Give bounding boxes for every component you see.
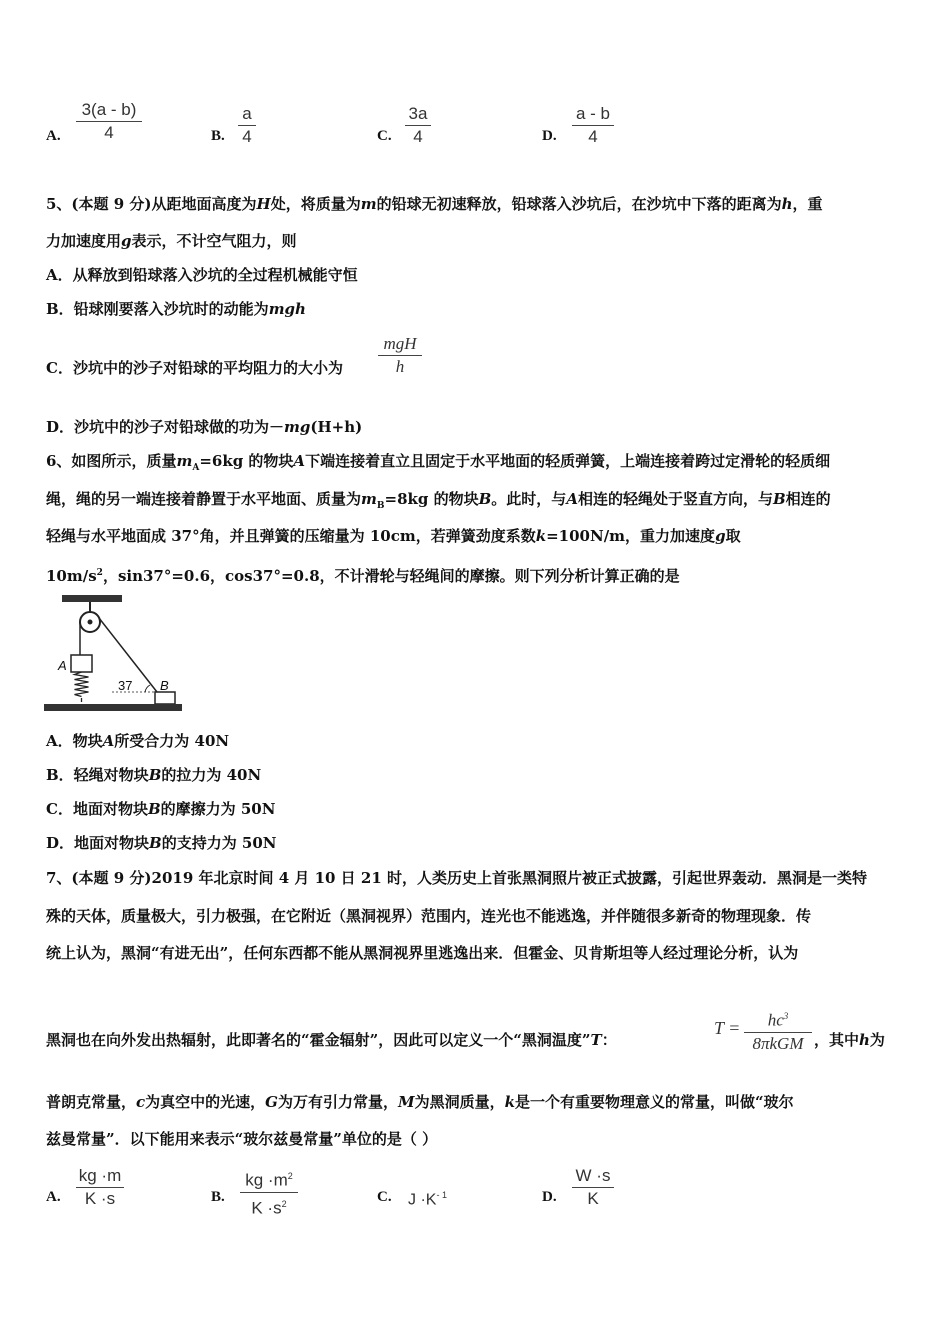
angle-arc <box>145 685 150 692</box>
q7-option-b-fraction: kg $\cdot m^2$ $K \cdot s^2$ <box>240 1166 298 1218</box>
q5-option-b: B．铅球刚要落入沙坑时的动能为mgh <box>46 300 306 318</box>
q6-pulley-spring-figure <box>42 592 186 718</box>
q6-option-d: D．地面对物块B的支持力为 50N <box>46 834 277 852</box>
q4-option-c-denominator: 4 <box>413 127 423 146</box>
ceiling <box>62 595 122 602</box>
block-a <box>71 655 92 672</box>
q7-option-c-unit: $J \cdot K^{- 1}$ <box>408 1190 447 1209</box>
q7-option-a-fraction: kg ·m K ·s <box>76 1166 124 1209</box>
q7-option-d-fraction: W ·s K <box>572 1166 614 1209</box>
q7-stem-line-2: 殊的天体，质量极大，引力极强，在它附近（黑洞视界）范围内，连光也不能逃逸，并伴随很多新奇的物理现象．传 <box>46 907 812 925</box>
spring <box>75 672 89 697</box>
q5-stem-line-2: 力加速度用g表示，不计空气阻力，则 <box>46 232 297 250</box>
block-b-label: B <box>160 678 169 693</box>
q7-stem-line-4-tail: ，其中h为 <box>814 1031 885 1049</box>
q4-option-d-denominator: 4 <box>588 127 598 146</box>
q7-stem-line-5: 普朗克常量，c为真空中的光速，G为万有引力常量，M为黑洞质量，k是一个有重要物理意义的常量，叫做“玻尔 <box>46 1093 794 1111</box>
q4-option-a-numerator: 3(a - b) <box>81 100 137 119</box>
q5-stem-line-1: 5、(本题 9 分)从距地面高度为H处，将质量为m的铅球无初速释放，铅球落入沙坑后，在沙坑中下落的距离为h，重 <box>46 195 823 213</box>
q6-stem-line-2: 绳，绳的另一端连接着静置于水平地面、质量为$m_B=8kg$ 的物块B。此时，与A相连的轻绳处于竖直方向，与B相连的 <box>46 490 831 511</box>
q7-option-b-label: B. <box>211 1189 225 1205</box>
q6-option-c: C．地面对物块B的摩擦力为 50N <box>46 800 276 818</box>
q4-option-b-denominator: 4 <box>242 127 252 146</box>
q7-stem-line-1: 7、(本题 9 分)2019 年北京时间 4 月 10 日 21 时，人类历史上首张黑洞照片被正式披露，引起世界轰动．黑洞是一类特 <box>46 869 868 887</box>
q6-stem-line-4: $10m/s^2$，sin37°=0.6，cos37°=0.8，不计滑轮与轻绳间的摩擦。则下列分析计算正确的是 <box>46 567 680 585</box>
q4-option-b-fraction <box>238 104 256 147</box>
ground <box>44 704 182 711</box>
q6-option-b: B．轻绳对物块B的拉力为 40N <box>46 766 262 784</box>
q7-formula-lhs: T = <box>714 1018 741 1038</box>
q4-option-c-fraction <box>405 104 431 147</box>
q4-option-c-numerator: 3a <box>408 104 428 123</box>
q4-option-a-label: A. <box>46 128 61 144</box>
q7-formula-fraction: $hc^3$ 8πkGM <box>744 1006 812 1054</box>
q5-option-c-fraction: mgH h <box>378 334 422 377</box>
pulley-axle <box>88 620 93 625</box>
block-b <box>155 692 175 704</box>
q7-stem-line-4: 黑洞也在向外发出热辐射，此即著名的“霍金辐射”，因此可以定义一个“黑洞温度”T： <box>46 1031 617 1049</box>
q6-stem-line-1: 6、如图所示，质量$m_A=6kg$ 的物块A下端连接着直立且固定于水平地面的轻质弹簧，上端连接着跨过定滑轮的轻质细 <box>46 452 831 473</box>
q4-option-b-label: B. <box>211 128 225 144</box>
angle-label: 37 <box>118 678 133 693</box>
q7-option-d-label: D. <box>542 1189 557 1205</box>
q4-option-d-label: D. <box>542 128 557 144</box>
q4-option-a-fraction <box>76 100 142 143</box>
q4-option-b-numerator: a <box>242 104 252 123</box>
q7-option-a-label: A. <box>46 1189 61 1205</box>
block-a-label: A <box>58 658 67 673</box>
q7-stem-line-6: 兹曼常量”．以下能用来表示“玻尔兹曼常量”单位的是（ ） <box>46 1130 438 1148</box>
q7-option-c-label: C. <box>377 1189 392 1205</box>
q5-option-c: C．沙坑中的沙子对铅球的平均阻力的大小为 <box>46 359 343 377</box>
q5-option-a: A．从释放到铅球落入沙坑的全过程机械能守恒 <box>46 266 358 284</box>
q7-stem-line-3: 统上认为，黑洞“有进无出”，任何东西都不能从黑洞视界里逃逸出来．但霍金、贝肯斯坦等人经过理论分析，认为 <box>46 944 799 962</box>
q4-option-d-numerator: a - b <box>575 104 611 123</box>
q4-option-d-fraction <box>572 104 614 147</box>
q5-option-d: D．沙坑中的沙子对铅球做的功为－mg(H+h) <box>46 418 363 436</box>
q4-option-a-denominator: 4 <box>104 123 114 142</box>
q6-option-a: A．物块A所受合力为 40N <box>46 732 230 750</box>
q4-option-c-label: C. <box>377 128 392 144</box>
q6-stem-line-3: 轻绳与水平地面成 37°角，并且弹簧的压缩量为 10cm，若弹簧劲度系数k=100N/m，重力加速度g取 <box>46 527 741 545</box>
